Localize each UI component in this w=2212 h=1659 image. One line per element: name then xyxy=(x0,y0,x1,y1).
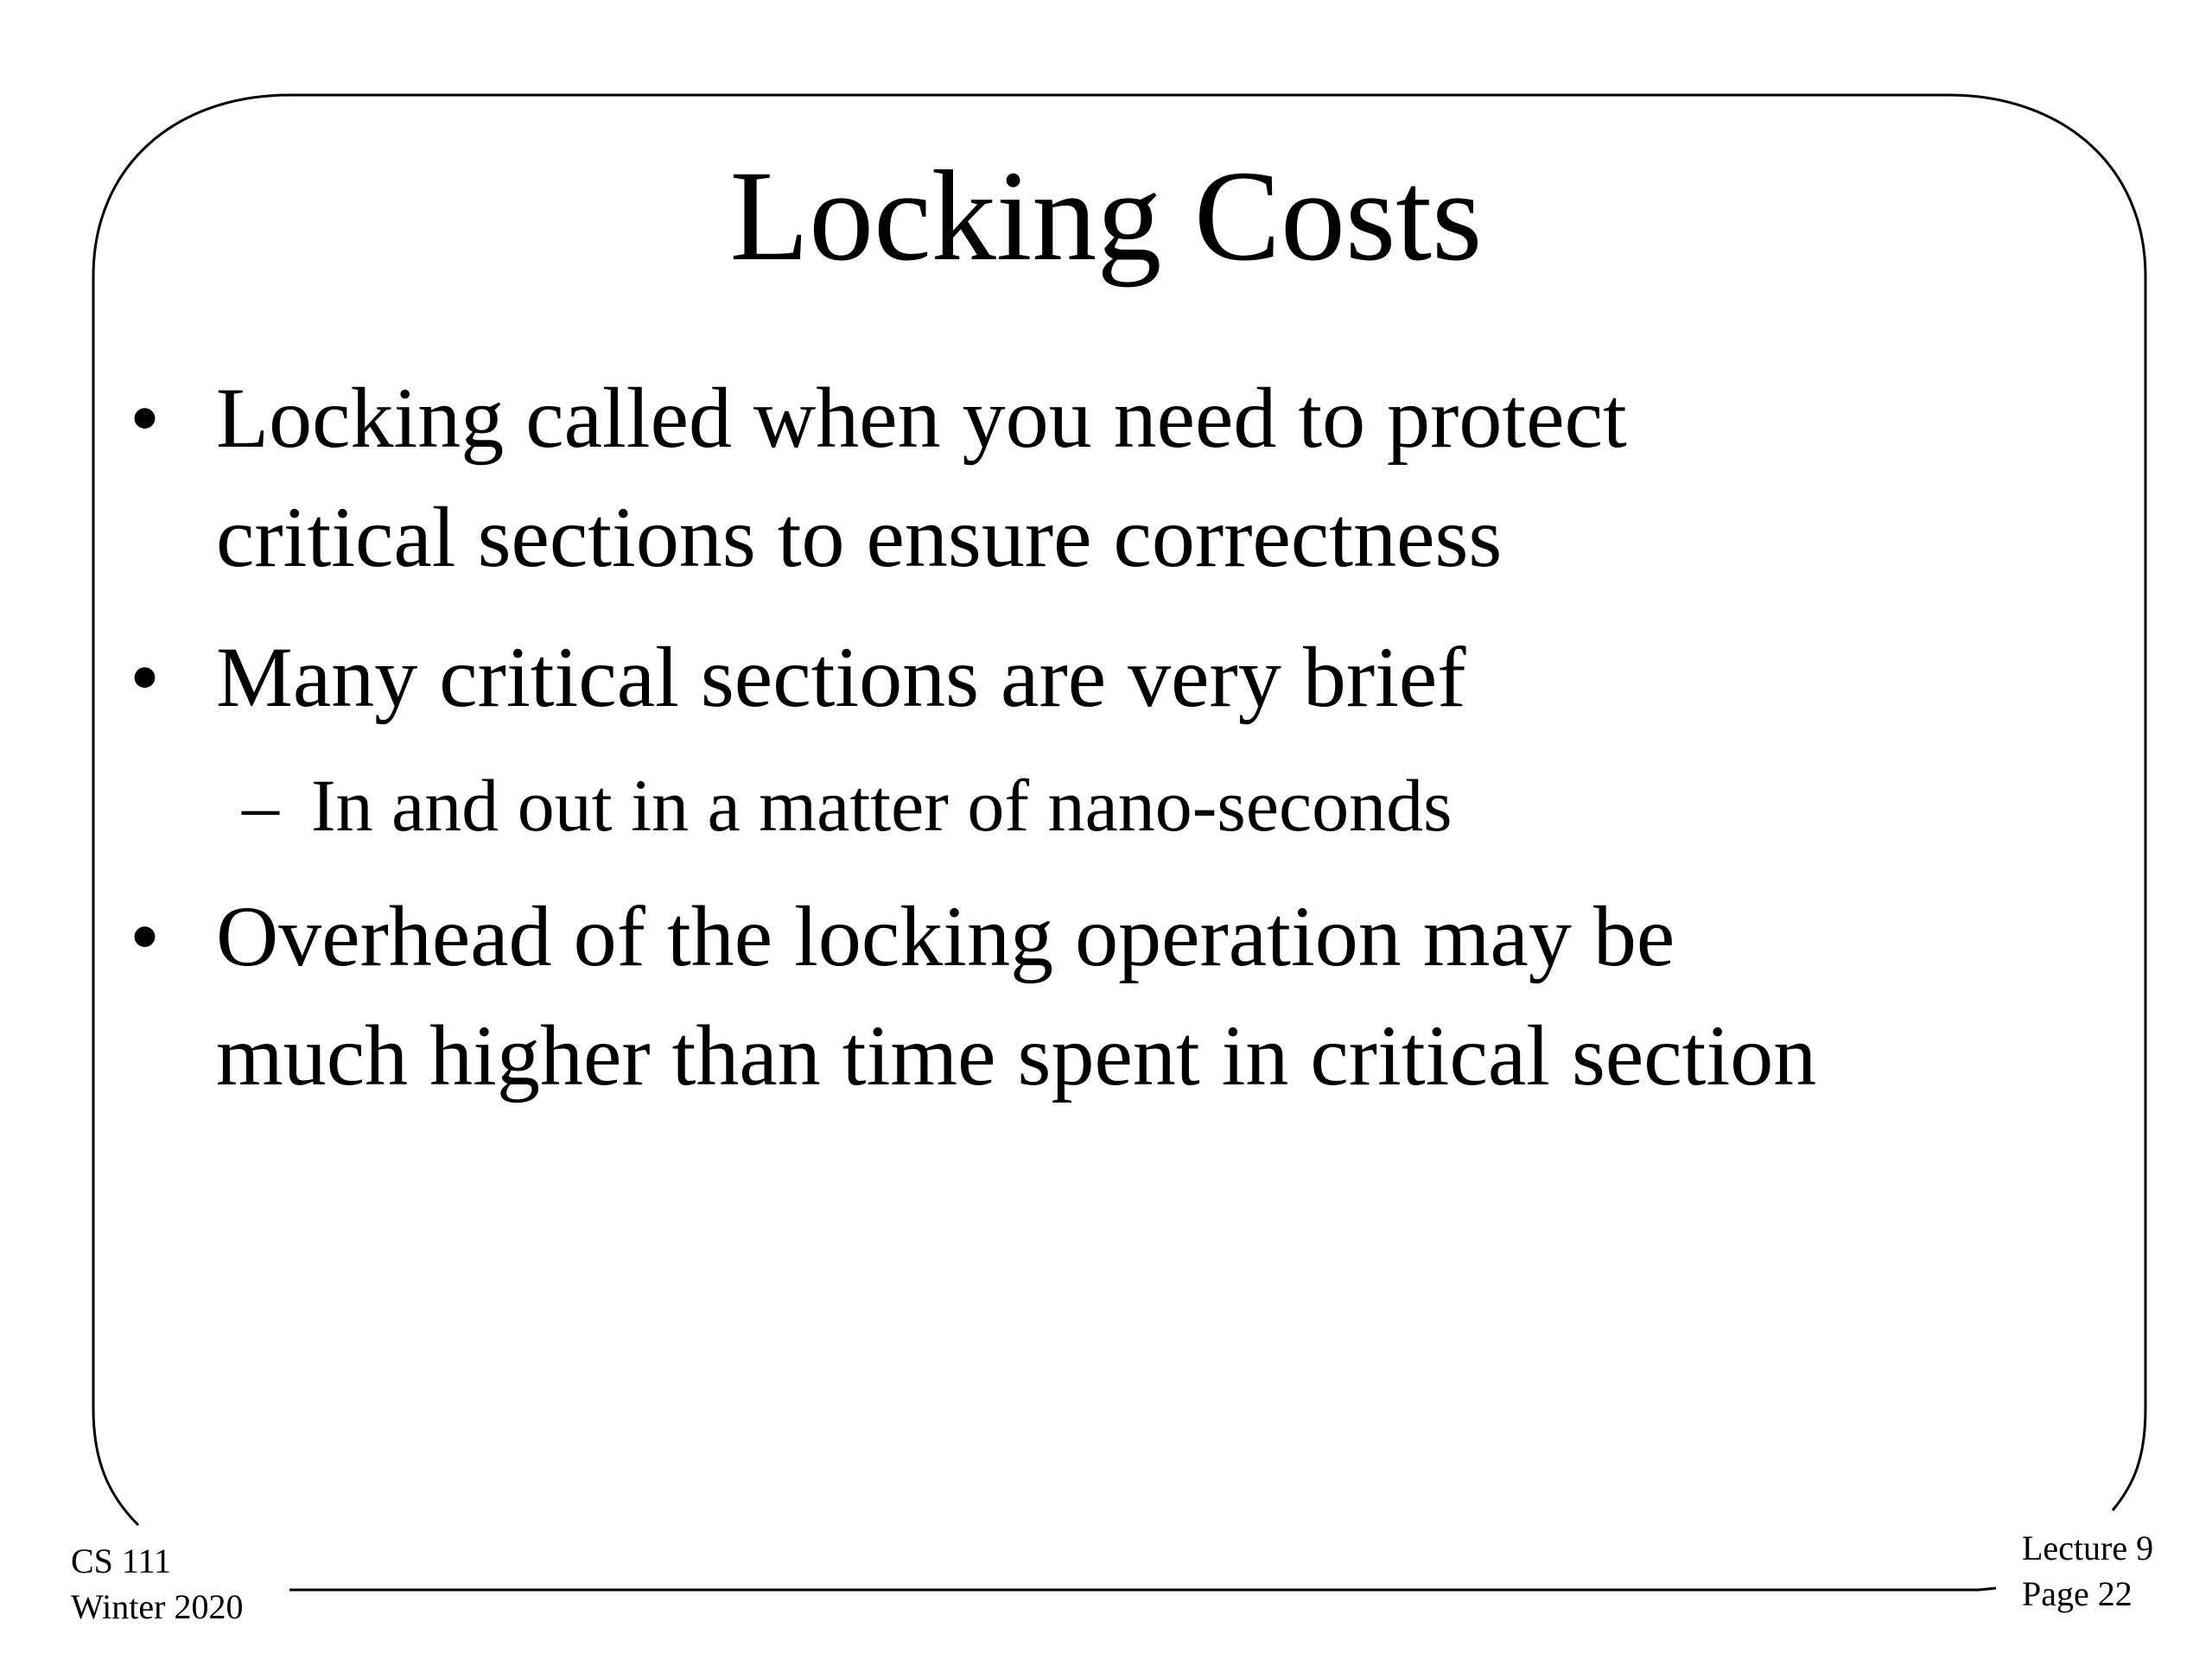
footer-course-info xyxy=(71,1538,243,1630)
list-item xyxy=(130,877,2100,1116)
bullet-text-line: much higher than time spent in critical section xyxy=(216,1007,1817,1103)
list-item xyxy=(130,359,2100,597)
footer-rule xyxy=(289,1588,1996,1590)
page-title: Locking Costs xyxy=(729,144,1483,288)
sub-list-item xyxy=(130,754,2100,856)
bullet-text-line: Overhead of the locking operation may be xyxy=(216,888,1675,984)
list-item xyxy=(130,618,2100,737)
bullet-text-line: Many critical sections are very brief xyxy=(216,629,1466,725)
bullet-icon: • xyxy=(130,370,161,466)
bullet-text-line: Locking called when you need to protect xyxy=(216,370,1627,466)
footer-page-info xyxy=(2022,1525,2153,1617)
dash-icon: – xyxy=(242,764,279,847)
bullet-list xyxy=(130,359,2100,1116)
lecture-number: Lecture 9 xyxy=(2022,1529,2154,1567)
bullet-text-line: critical sections to ensure correctness xyxy=(216,489,1503,585)
page-number: Page 22 xyxy=(2022,1574,2133,1613)
course-name: CS 111 xyxy=(71,1541,171,1580)
sub-bullet-text: In and out in a matter of nano-seconds xyxy=(311,764,1452,847)
bullet-icon: • xyxy=(130,888,161,984)
bullet-icon: • xyxy=(130,629,161,725)
course-term: Winter 2020 xyxy=(71,1587,244,1626)
